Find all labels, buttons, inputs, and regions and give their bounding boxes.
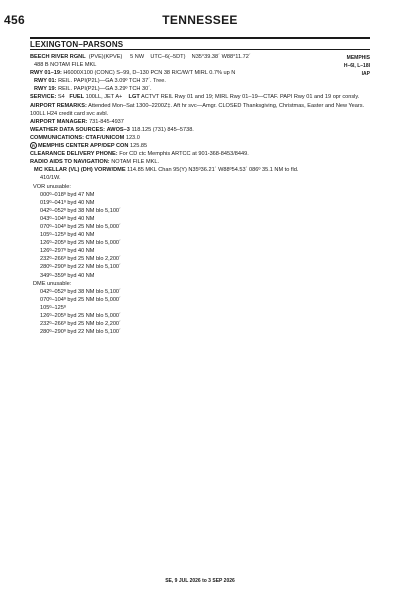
clearance-line (30, 150, 372, 158)
radar-icon: R (30, 142, 37, 149)
navaids-value: NOTAM FILE MKL. (111, 159, 159, 166)
comm-line (30, 134, 372, 142)
airport-entry (30, 53, 372, 336)
comm-label: COMMUNICATIONS: CTAF/UNICOM (30, 134, 125, 141)
remarks-label: AIRPORT REMARKS: (30, 102, 87, 109)
city-divider (30, 49, 370, 50)
effective-dates-footer: SE, 9 JUL 2026 to 3 SEP 2026 (165, 578, 235, 584)
list-item: 126º–205º byd 25 NM blo 5,000´ (40, 313, 121, 319)
vortac-continuation: 410/1W. (40, 175, 61, 182)
runway-end-01-text: REIL. PAPI(P2L)—GA 3.09º TCH 37´. Tree. (58, 78, 166, 85)
manager-label: AIRPORT MANAGER: (30, 118, 88, 125)
list-item: 019º–041º byd 40 NM (40, 199, 95, 206)
runway-label: RWY 01–19: (30, 70, 62, 77)
fuel-value: 100LL, JET A+ (85, 94, 123, 101)
elevation-line: 488 B NOTAM FILE MKL (34, 62, 97, 69)
vor-unusable-list (30, 191, 372, 280)
weather-label: WEATHER DATA SOURCES: (30, 126, 105, 133)
vor-unusable-heading: VOR unusable: (33, 183, 71, 190)
manager-value: 731-845-4937 (89, 118, 124, 125)
runway-end-01-label: RWY 01: (34, 78, 57, 85)
airport-utc: UTC–6(–5DT) (150, 54, 186, 60)
lgt-label: LGT (128, 94, 140, 101)
approach-label: MEMPHIS CENTER APP/DEP CON (38, 143, 129, 150)
clearance-label: CLEARANCE DELIVERY PHONE: (30, 151, 118, 158)
weather-source: AWOS–3 (106, 126, 130, 133)
iap-label: IAP (361, 71, 370, 77)
page-number: 456 (4, 13, 25, 27)
service-line (30, 93, 372, 101)
weather-value: 118.125 (731) 845–5738. (131, 126, 194, 133)
chart-refs: H–6I, L–18I (343, 63, 370, 69)
airport-ident: (PVE)(KPVE) (88, 54, 123, 60)
navaids-label: RADIO AIDS TO NAVIGATION: (30, 159, 110, 166)
list-item: 043º–104º byd 40 NM (40, 215, 95, 222)
state-title: TENNESSEE (162, 13, 238, 27)
runway-end-19 (30, 85, 372, 93)
list-item: 042º–052º byd 38 NM blo 5,100´ (40, 288, 121, 295)
vortac-line (30, 166, 372, 174)
list-item: 126º–297º byd 40 NM (40, 248, 95, 255)
clearance-value: For CD ctc Memphis ARTCC at 901-368-8453/8449. (119, 151, 249, 158)
service-value: S4 (57, 94, 65, 101)
dme-unusable-heading: DME unusable: (33, 280, 72, 287)
list-item: 105º–125º byd 40 NM (40, 232, 95, 239)
dme-unusable-list (30, 288, 372, 337)
list-item: 070º–104º byd 25 NM blo 5,000´ (40, 296, 121, 303)
fuel-label: FUEL (69, 94, 85, 101)
airport-title-line (30, 53, 372, 61)
runway-end-01 (30, 77, 372, 85)
remarks-text: Attended Mon–Sat 1300–2200Z‡. Aft hr svc—Amgr. CLOSED Thanksgiving, Christmas, Easter and New Years. 100LL H24 credit card svc avbl. (30, 102, 365, 117)
weather-line (30, 126, 372, 134)
list-item: 126º–205º byd 25 NM blo 5,000´ (40, 240, 121, 247)
approach-line (30, 142, 372, 150)
list-item: 070º–104º byd 25 NM blo 5,000´ (40, 223, 121, 230)
comm-value: 123.0 (125, 134, 140, 141)
airport-coords: N35°39.38´ W88°11.72´ (191, 54, 251, 60)
lgt-value: ACTVT REIL Rwy 01 and 19; MIRL Rwy 01–19—CTAF. PAPI Rwy 01 and 19 opr consly. (140, 94, 360, 101)
list-item: 349º–359º byd 40 NM (40, 272, 95, 279)
header-divider (30, 37, 370, 39)
list-item: 105º–125º (40, 304, 66, 311)
runway-end-19-label: RWY 19: (34, 86, 57, 93)
manager-line (30, 118, 372, 126)
airport-name: BEECH RIVER RGNL (30, 54, 86, 60)
airport-location: 5 NW (130, 54, 145, 60)
vortac-label: MC KELLAR (VL) (DH) VORW/DME (34, 167, 126, 174)
list-item: 042º–052º byd 38 NM blo 5,100´ (40, 207, 121, 214)
list-item: 232º–266º byd 25 NM blo 2,200´ (40, 321, 121, 328)
remarks-line (30, 102, 372, 118)
city-heading: LEXINGTON–PARSONS (30, 40, 124, 49)
runway-line (30, 69, 372, 77)
service-label: SERVICE: (30, 94, 57, 101)
list-item: 280º–290º byd 22 NM blo 5,100´ (40, 264, 121, 271)
runway-text: H6000X100 (CONC) S–99, D–130 PCN 38 R/C/W/T MIRL 0.7% up N (63, 70, 236, 77)
chart-city: MEMPHIS (346, 55, 370, 61)
list-item: 280º–290º byd 22 NM blo 5,100´ (40, 329, 121, 336)
list-item: 232º–266º byd 25 NM blo 2,200´ (40, 256, 121, 263)
list-item: 000º–018º byd 47 NM (40, 191, 95, 198)
vortac-text: 114.85 MKL Chan 95(Y) N35º36.21´ W88º54.53´ 086º 35.1 NM to fld. (127, 167, 299, 174)
runway-end-19-text: REIL. PAPI(P2L)—GA 3.29º TCH 30´. (58, 86, 152, 93)
approach-value: 125.85 (130, 143, 148, 150)
navaids-line (30, 158, 372, 166)
